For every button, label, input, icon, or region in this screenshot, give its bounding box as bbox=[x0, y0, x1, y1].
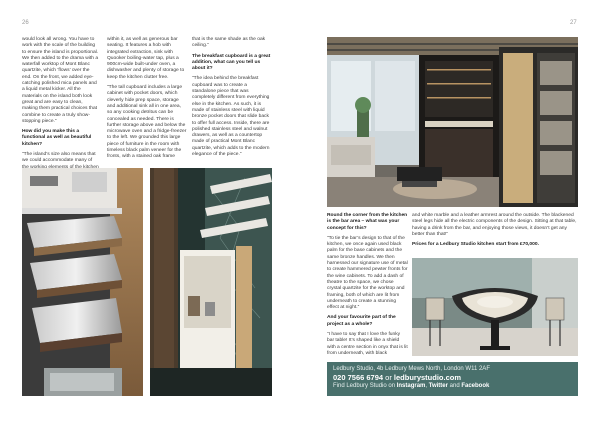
question-heading: How did you make this a functional as well as beautiful kitchen? bbox=[22, 129, 92, 147]
paragraph: “The island’s size also means that we could accommodate many of bbox=[22, 152, 96, 164]
price-statement: Prices for a Ledbury Studio kitchen start from £70,000. bbox=[412, 242, 539, 248]
website-link[interactable]: ledburystudio.com bbox=[393, 373, 461, 382]
facebook-link[interactable]: Facebook bbox=[461, 383, 490, 389]
drawers-illustration bbox=[22, 168, 143, 396]
and-text: and bbox=[447, 383, 462, 389]
contact-line bbox=[333, 373, 572, 382]
photo-tall-cupboard-staircase bbox=[150, 168, 272, 396]
left-column-2 bbox=[107, 37, 187, 165]
instagram-link[interactable]: Instagram bbox=[396, 383, 426, 389]
studio-address: Ledbury Studio, 4b Ledbury Mews North, London W11 2AF bbox=[333, 366, 490, 372]
paragraph: “The tall cupboard includes a large cabinet with pocket doors, which cleverly hide prep space, storage and additional sink all in one area, so any cooking detritus can be concealed as needed. There is further storage above and below the microwave oven and a fridge-freezer to the left. We grounded this large piece of furniture in the room with timeless black palm veneer for the fronts, with a stained oak frame bbox=[107, 85, 187, 160]
contact-footer bbox=[327, 362, 578, 396]
paragraph: and white marble and a leather armrest around the outside. The blackened steel legs hide all the electric components of the design. Sitting at that table, having a drink from the bar, and enjoying those views, it doesn’t get any better than that!” bbox=[412, 213, 577, 237]
photo-bar-table bbox=[412, 258, 578, 356]
bar-table-illustration bbox=[412, 258, 578, 356]
social-prefix: Find Ledbury Studio on bbox=[333, 383, 397, 389]
photo-breakfast-cupboard-drawers bbox=[22, 168, 143, 396]
paragraph: that is the same shade as the oak ceiling.” bbox=[192, 37, 266, 49]
comma-text: , bbox=[425, 383, 429, 389]
paragraph: “To tie the bar’s design to that of the kitchen, we once again used black palm for the base cabinets and the same bronze handles. We then harnessed our signature use of metal to create hammered pewter fronts for the wine cabinets. To add a dash of theatre to the space, we chose crystal quartzite for the worktop and framing, both of which are lit from underneath to create a stunning effect at night.” bbox=[327, 235, 408, 311]
phone-number[interactable]: 020 7566 6794 bbox=[333, 373, 384, 382]
twitter-link[interactable]: Twitter bbox=[428, 383, 448, 389]
photo-bar-area bbox=[327, 37, 578, 207]
right-column-1 bbox=[327, 213, 408, 361]
paragraph: would look all wrong. You have to work with the scale of the building to ensure the island is proportional. We then added to the drama with a waterfall worktop of Mont Blanc quartzite, which ‘flows’ over the end. On the front, we added eye-catching polished mica panels and a liquid metal kicker. All the materials on the island both look great and are easy to clean, making them practical choices that combine to create a truly show-stopping piece.” bbox=[22, 37, 99, 124]
paragraph: within it, as well as generous bar seating. It features a hob with integrated extraction, sink with Quooker boiling-water tap, plus a 900cm-wide built-under oven, a dishwasher and plenty of storage to keep the kitchen clutter free. bbox=[107, 37, 185, 80]
question-heading: The breakfast cupboard is a great addition, what can you tell us about it? bbox=[192, 53, 271, 72]
right-column-2 bbox=[412, 213, 578, 252]
paragraph: “I have to say that I love the funky bar table! It’s shaped like a shield with a centre section in onyx that is lit from underneath, with black bbox=[327, 332, 408, 356]
or-text: or bbox=[383, 373, 394, 382]
left-column-3 bbox=[192, 37, 272, 162]
bar-area-illustration bbox=[327, 37, 578, 207]
left-column-1 bbox=[22, 37, 99, 175]
question-heading: And your favourite part of the project as a whole? bbox=[327, 315, 396, 327]
paragraph: “The idea behind the breakfast cupboard was to create a standalone piece that was completely different from everything else in the kitchen. As such, it is made of stainless steel with liquid bronze pocket doors that slide back to offer full access. Inside, there are polished stainless steel and walnut drawers, as well as a countertop made of practical Mont Blanc quartzite, which adds to the modern elegance of the piece.” bbox=[192, 76, 270, 158]
cupboard-illustration bbox=[150, 168, 272, 396]
page-number-right: 27 bbox=[570, 20, 577, 26]
page-number-left: 26 bbox=[22, 20, 29, 26]
social-line bbox=[333, 382, 572, 390]
question-heading: Round the corner from the kitchen is the bar area – what was your concept for this? bbox=[327, 213, 408, 231]
